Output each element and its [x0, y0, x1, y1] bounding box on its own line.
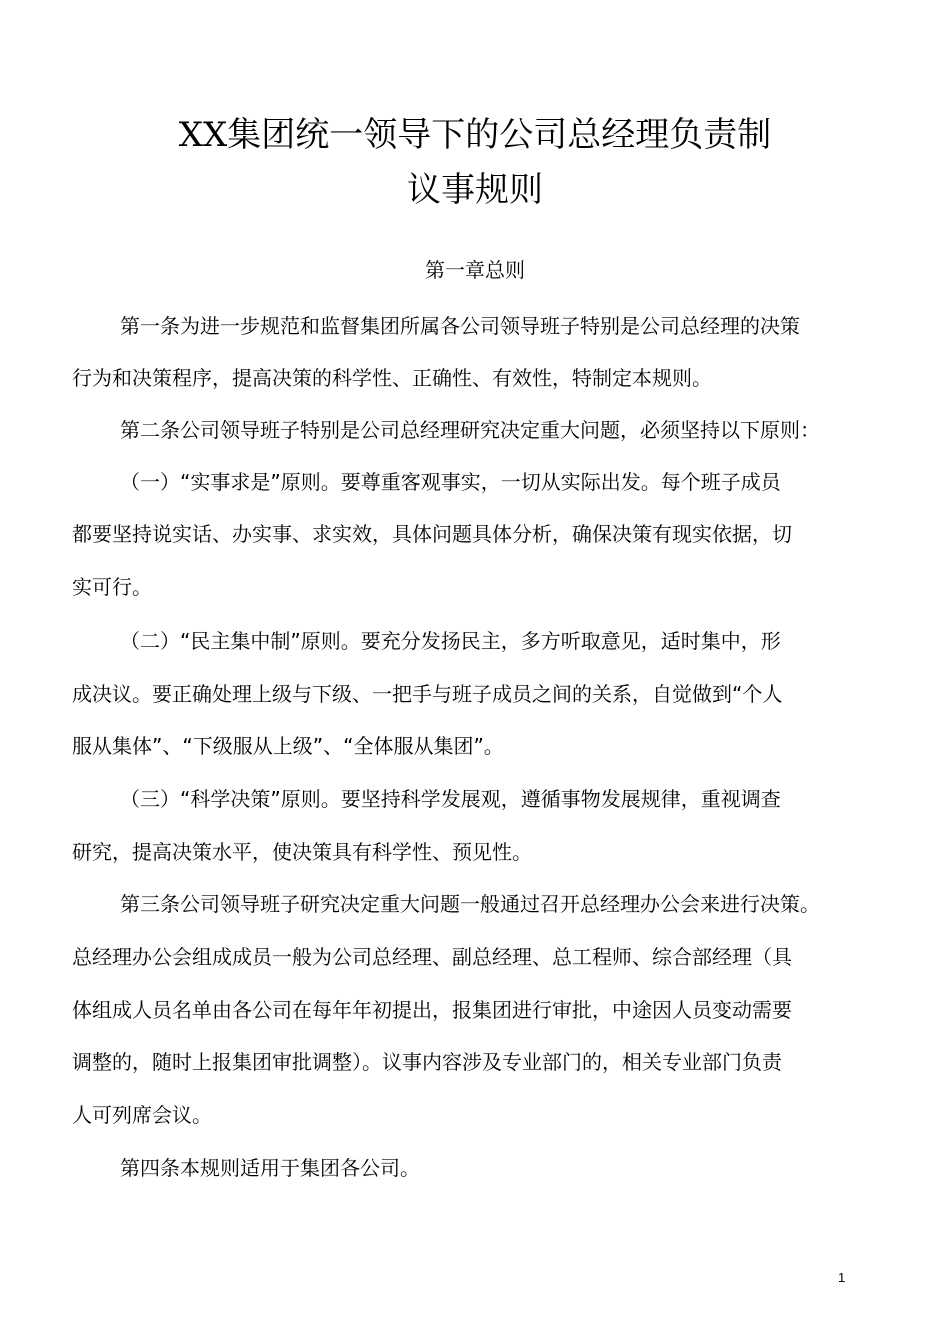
article-3-line-5: 人可列席会议。 — [72, 1103, 212, 1127]
principle-1-line-2: 都要坚持说实话、办实事、求实效，具体问题具体分析，确保决策有现实依据，切 — [72, 522, 792, 546]
article-2-line-1: 第二条公司领导班子特别是公司总经理研究决定重大问题，必须坚持以下原则： — [120, 418, 820, 442]
article-3-line-2: 总经理办公会组成成员一般为公司总经理、副总经理、总工程师、综合部经理（具 — [72, 945, 792, 969]
document-title-line-1: XX集团统一领导下的公司总经理负责制 — [178, 115, 772, 155]
article-1-line-1: 第一条为进一步规范和监督集团所属各公司领导班子特别是公司总经理的决策 — [120, 314, 800, 338]
principle-3-line-2: 研究，提高决策水平，使决策具有科学性、预见性。 — [72, 840, 532, 864]
article-3-line-3: 体组成人员名单由各公司在每年年初提出，报集团进行审批，中途因人员变动需要 — [72, 998, 792, 1022]
principle-2-line-2: 成决议。要正确处理上级与下级、一把手与班子成员之间的关系，自觉做到“个人 — [72, 682, 783, 706]
article-3-line-4: 调整的，随时上报集团审批调整）。议事内容涉及专业部门的，相关专业部门负责 — [72, 1050, 782, 1074]
page-number: 1 — [838, 1270, 846, 1285]
principle-1-line-3: 实可行。 — [72, 575, 152, 599]
principle-2-line-1: （二）“民主集中制”原则。要充分发扬民主，多方听取意见，适时集中，形 — [120, 629, 781, 653]
principle-3-line-1: （三）“科学决策”原则。要坚持科学发展观，遵循事物发展规律，重视调查 — [120, 787, 781, 811]
document-title-line-2: 议事规则 — [407, 170, 543, 210]
principle-1-line-1: （一）“实事求是”原则。要尊重客观事实，一切从实际出发。每个班子成员 — [120, 470, 781, 494]
chapter-heading: 第一章总则 — [425, 258, 525, 282]
article-3-line-1: 第三条公司领导班子研究决定重大问题一般通过召开总经理办公会来进行决策。 — [120, 892, 820, 916]
principle-2-line-3: 服从集体”、“下级服从上级”、“全体服从集团”。 — [72, 734, 504, 758]
article-4-line-1: 第四条本规则适用于集团各公司。 — [120, 1156, 420, 1180]
article-1-line-2: 行为和决策程序，提高决策的科学性、正确性、有效性，特制定本规则。 — [72, 366, 712, 390]
